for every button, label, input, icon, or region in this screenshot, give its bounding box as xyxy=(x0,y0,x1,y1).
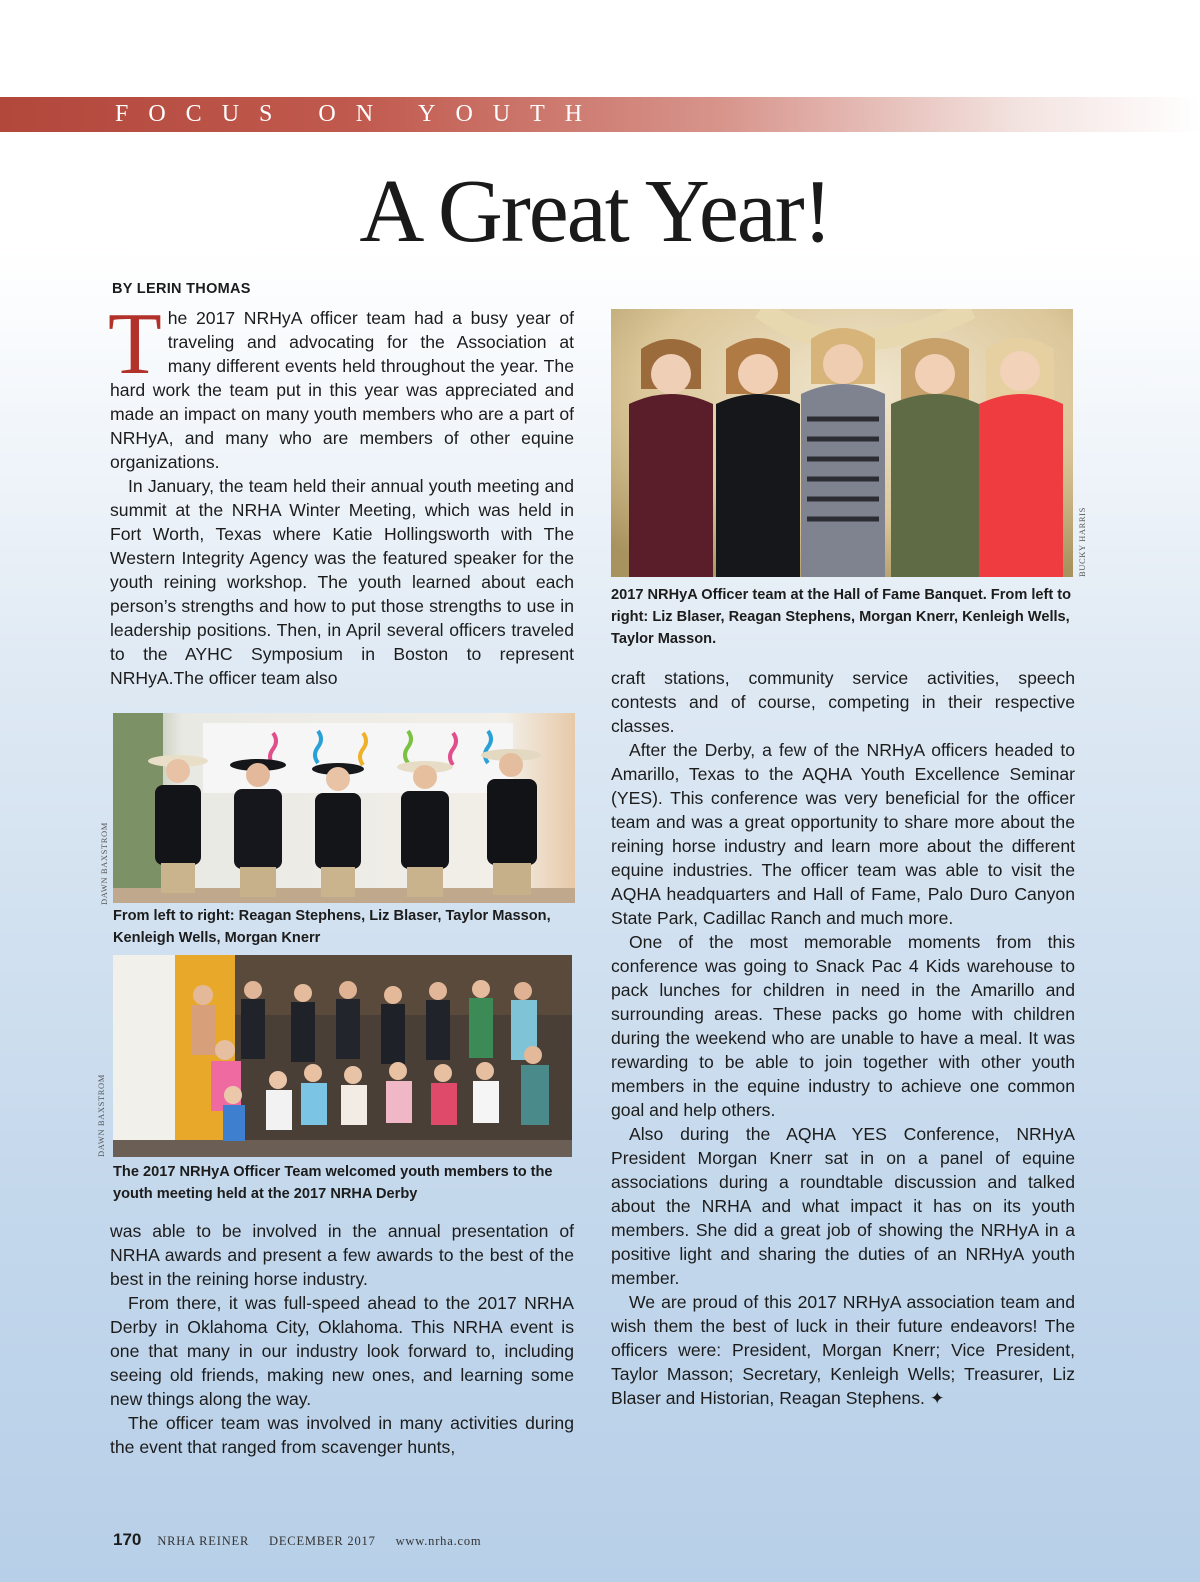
photo-caption: From left to right: Reagan Stephens, Liz Blaser, Taylor Masson, Kenleigh Wells, Morgan Knerr xyxy=(113,908,551,946)
issue-date: DECEMBER 2017 xyxy=(269,1534,376,1548)
page-number: 170 xyxy=(113,1530,142,1549)
drop-cap: T xyxy=(108,296,162,393)
section-banner-text: FOCUS ON YOUTH xyxy=(115,101,603,127)
body-paragraph: From there, it was full-speed ahead to the 2017 NRHA Derby in Oklahoma City, Oklahoma. This NRHA event is one that many in our industry look forward to, including seeing old friends, making new ones, and learning some new things along the way. xyxy=(110,1293,574,1409)
body-paragraph: After the Derby, a few of the NRHyA officers headed to Amarillo, Texas to the AQHA Youth Excellence Seminar (YES). This conference was very beneficial for the officer team and was a great opportunity to share more about the reining horse industry and learn more about the different equine industries. The officer team was able to visit the AQHA headquarters and Hall of Fame, Palo Duro Canyon State Park, Cadillac Ranch and much more. xyxy=(611,740,1075,928)
body-column-1 xyxy=(108,296,574,690)
body-paragraph: In January, the team held their annual youth meeting and summit at the NRHA Winter Meeting, which was held in Fort Worth, Texas where Katie Hollingsworth with The Western Integrity Agency was the featured speaker for the youth reining workshop. The youth learned about each person’s strengths and how to put those strengths to use in leadership positions. Then, in April several officers traveled to the AYHC Symposium in Boston to represent NRHyA.The officer team also xyxy=(110,476,574,688)
body-column-2 xyxy=(611,666,1075,1410)
byline: BY LERIN THOMAS xyxy=(112,281,251,297)
body-paragraph: Also during the AQHA YES Conference, NRHyA President Morgan Knerr sat in on a panel of equine associations during a roundtable discussion and talked about the NRHA and what impact it has on its youth members. She did a great job of showing the NRHyA in a positive light and sharing the duties of an NRHyA youth member. xyxy=(611,1124,1075,1288)
photo-caption: The 2017 NRHyA Officer Team welcomed youth members to the youth meeting held at the 2017 NRHA Derby xyxy=(113,1164,553,1202)
photo-credit: DAWN BAXSTROM xyxy=(99,822,109,905)
body-paragraph: was able to be involved in the annual presentation of NRHA awards and present a few awards to the best of the best in the reining horse industry. xyxy=(110,1221,574,1289)
article-title: A Great Year! xyxy=(359,162,831,261)
officers-photo xyxy=(113,713,575,903)
photo-credit: DAWN BAXSTROM xyxy=(96,1074,106,1157)
officers-photo-image xyxy=(113,713,575,903)
website-link[interactable]: www.nrha.com xyxy=(395,1534,482,1548)
group-photo xyxy=(113,955,572,1157)
section-banner xyxy=(0,97,1200,132)
body-paragraph: craft stations, community service activities, speech contests and of course, competing in their respective classes. xyxy=(611,668,1075,736)
group-photo-image xyxy=(113,955,572,1157)
photo-caption: 2017 NRHyA Officer team at the Hall of Fame Banquet. From left to right: Liz Blaser, Reagan Stephens, Morgan Knerr, Kenleigh Wells, Taylor Masson. xyxy=(611,587,1072,647)
photo-credit: BUCKY HARRIS xyxy=(1077,507,1087,577)
body-paragraph: The officer team was involved in many activities during the event that ranged from scavenger hunts, xyxy=(110,1413,574,1457)
body-paragraph: One of the most memorable moments from this conference was going to Snack Pac 4 Kids warehouse to pack lunches for children in need in the Amarillo and surrounding areas. These packs go home with children during the weekend who are unable to have a meal. It was rewarding to be able to join together with other youth members in the equine industry to achieve one common goal and help others. xyxy=(611,932,1075,1120)
page-footer xyxy=(113,1530,481,1550)
body-paragraph: We are proud of this 2017 NRHyA association team and wish them the best of luck in their future endeavors! The officers were: President, Morgan Knerr; Vice President, Taylor Masson; Secretary, Kenleigh Wells; Treasurer, Liz Blaser and Historian, Reagan Stephens. ✦ xyxy=(611,1292,1075,1408)
banquet-photo xyxy=(611,309,1073,577)
banquet-photo-image xyxy=(611,309,1073,577)
body-column-1-continued xyxy=(110,1219,574,1459)
body-paragraph: The 2017 NRHyA officer team had a busy year of traveling and advocating for the Association at many different events held throughout the year. The hard work the team put in this year was appreciated and made an impact on many youth members who are a part of NRHyA, and many who are members of other equine organizations. xyxy=(108,296,574,472)
publication-name: NRHA REINER xyxy=(157,1534,250,1548)
